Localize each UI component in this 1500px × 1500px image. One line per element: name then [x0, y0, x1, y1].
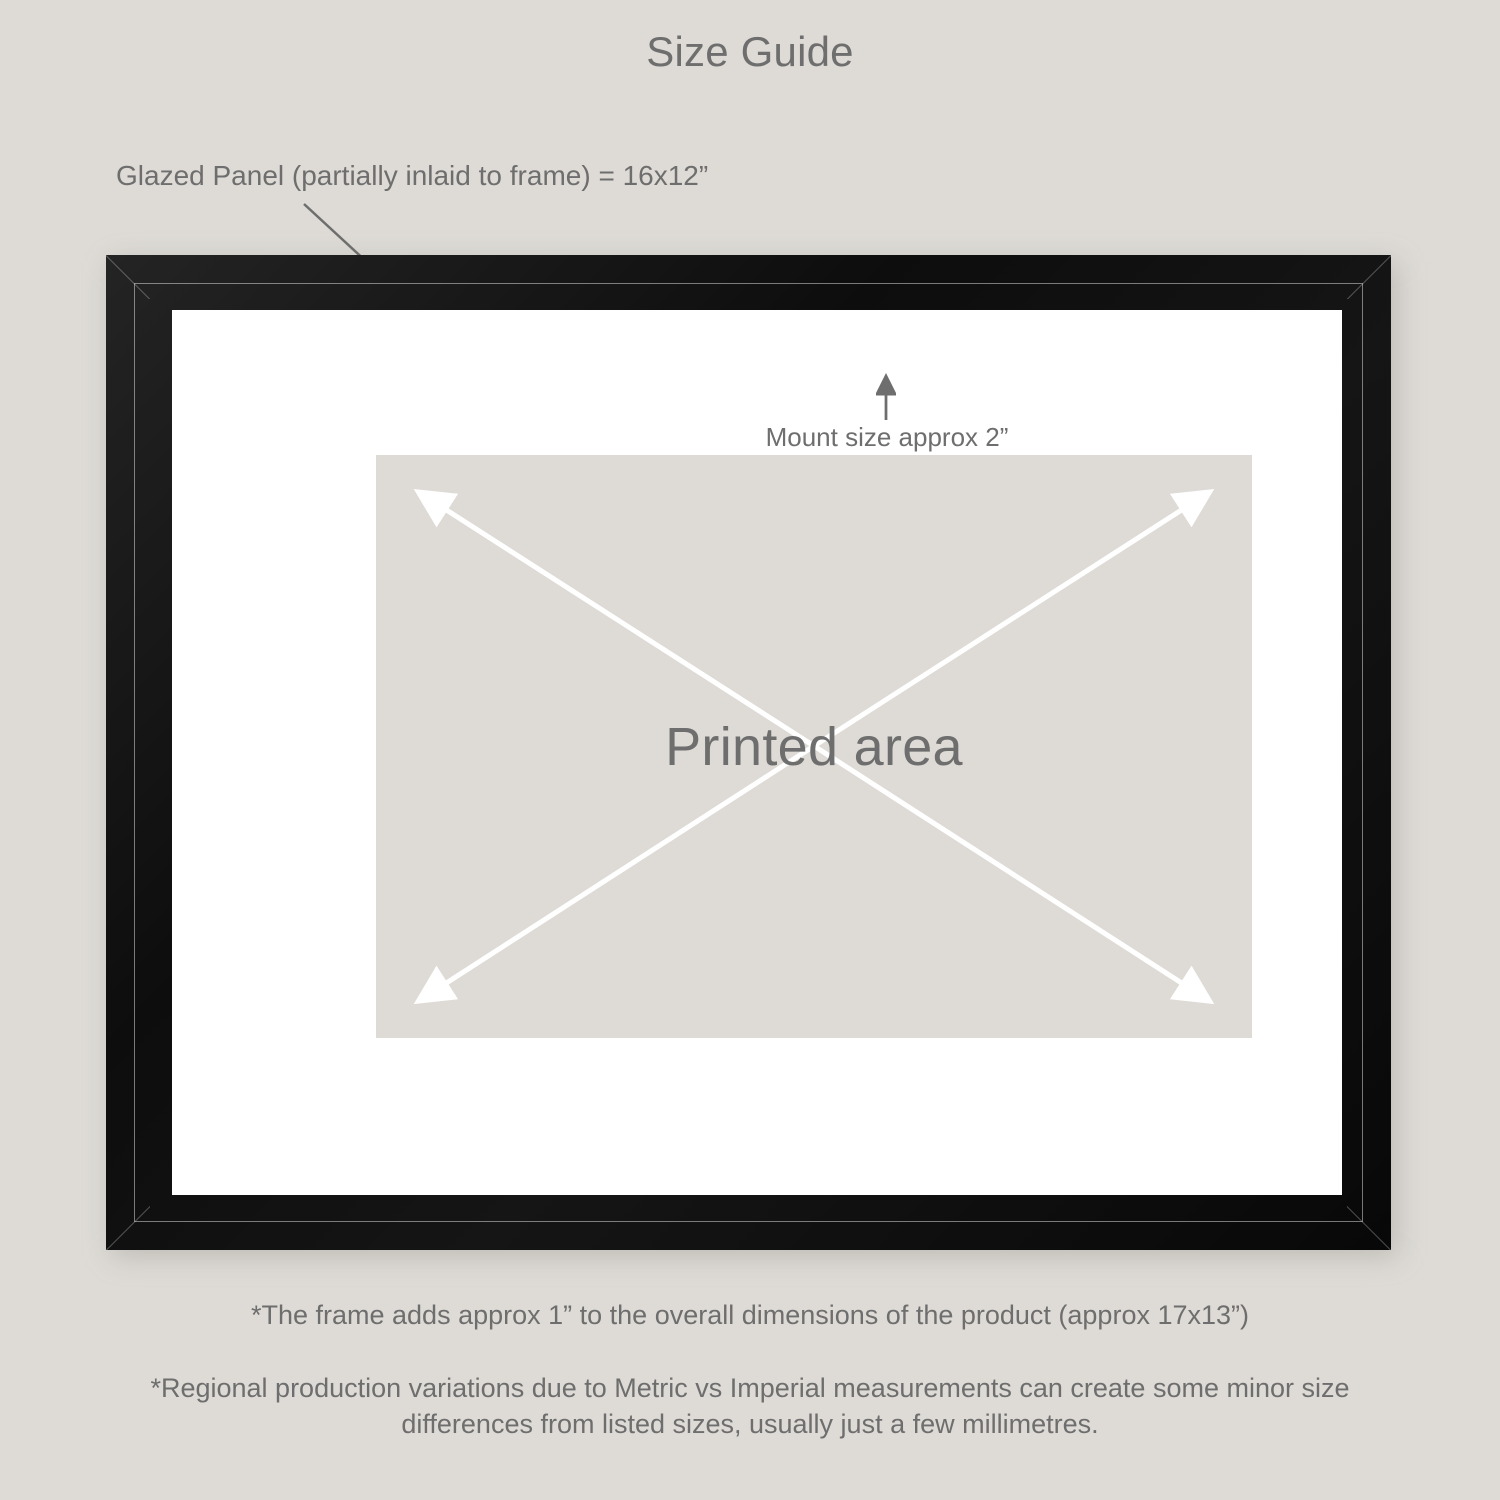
- printed-area: [376, 455, 1252, 1038]
- page-title: Size Guide: [646, 28, 854, 75]
- mount-board: [172, 310, 1342, 1195]
- mount-size-label: Mount size approx 2”: [732, 420, 1042, 455]
- footnote-regional-variations: *Regional production variations due to Metric vs Imperial measurements can create some minor size differences from listed sizes, usually just a few millimetres.: [150, 1373, 1350, 1440]
- frame-mitre-top-right: [1347, 255, 1391, 299]
- frame-mitre-bottom-left: [106, 1206, 150, 1250]
- frame-mitre-top-left: [106, 255, 150, 299]
- frame-mitre-bottom-right: [1347, 1206, 1391, 1250]
- glazed-panel-label: Glazed Panel (partially inlaid to frame) = 16x12”: [116, 160, 709, 191]
- picture-frame: [106, 255, 1391, 1250]
- footnote-frame-dimensions: *The frame adds approx 1” to the overall dimensions of the product (approx 17x13”): [250, 1300, 1250, 1330]
- printed-area-label: Printed area: [665, 716, 963, 777]
